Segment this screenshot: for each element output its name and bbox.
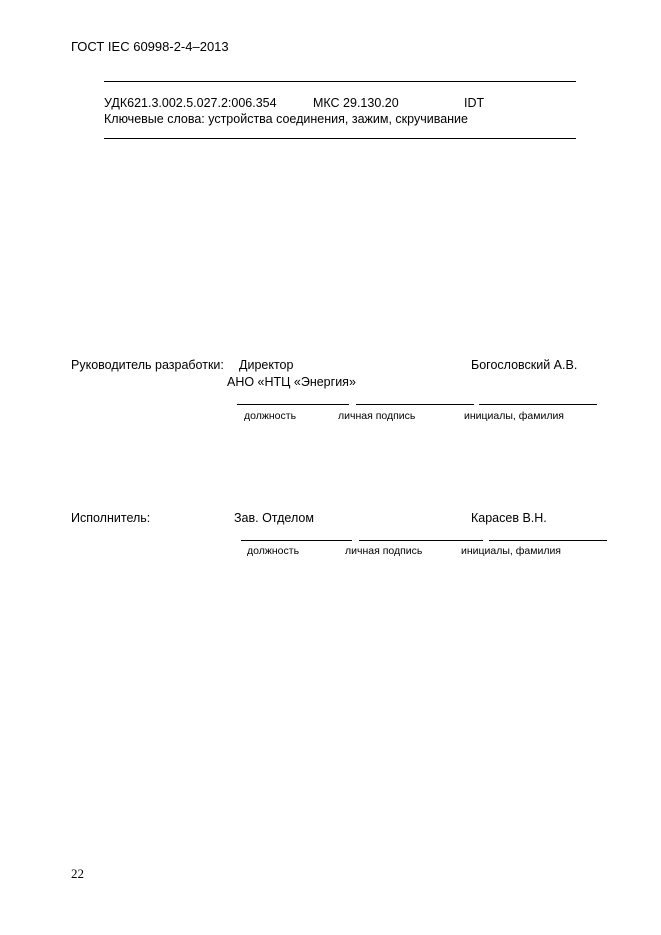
executor-position-line	[241, 540, 352, 541]
executor-signature-caption: личная подпись	[345, 545, 423, 557]
udk-code: УДК621.3.002.5.027.2:006.354	[104, 96, 277, 110]
top-divider	[104, 81, 576, 82]
developer-organization: АНО «НТЦ «Энергия»	[227, 375, 356, 389]
developer-position-caption: должность	[244, 410, 297, 422]
developer-initials-caption: инициалы, фамилия	[464, 410, 564, 422]
executor-role-label: Исполнитель:	[71, 511, 151, 525]
page-number: 22	[71, 866, 84, 881]
developer-position: Директор	[239, 358, 294, 372]
developer-role-label: Руководитель разработки:	[71, 358, 224, 372]
equivalence-code: IDT	[464, 96, 485, 110]
developer-name: Богословский А.В.	[471, 358, 578, 372]
mks-code: МКС 29.130.20	[313, 96, 399, 110]
developer-signature-line	[356, 404, 474, 405]
executor-position: Зав. Отделом	[234, 511, 314, 525]
executor-initials-line	[489, 540, 607, 541]
developer-signature-caption: личная подпись	[338, 410, 416, 422]
executor-name: Карасев В.Н.	[471, 511, 547, 525]
bottom-divider	[104, 138, 576, 139]
executor-signature-line	[359, 540, 483, 541]
standard-code: ГОСТ IEC 60998-2-4–2013	[71, 39, 229, 54]
keywords: Ключевые слова: устройства соединения, зажим, скручивание	[104, 112, 468, 126]
executor-position-caption: должность	[247, 545, 300, 557]
developer-initials-line	[479, 404, 597, 405]
executor-initials-caption: инициалы, фамилия	[461, 545, 561, 557]
developer-position-line	[237, 404, 349, 405]
